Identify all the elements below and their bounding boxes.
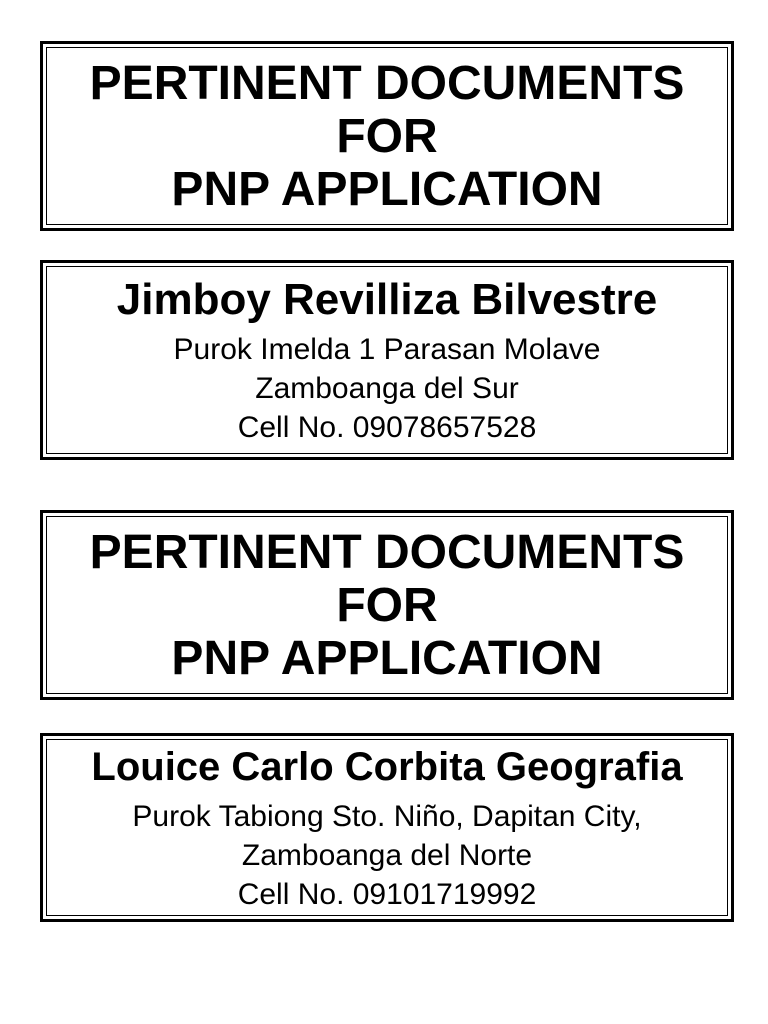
applicant-cell-number: Cell No. 09101719992 [237, 878, 537, 911]
applicant-address-line-2: Zamboanga del Sur [255, 371, 519, 405]
applicant-name: Louice Carlo Corbita Geografia [91, 745, 683, 789]
heading-line-3: PNP APPLICATION [171, 162, 603, 216]
heading-line-1: PERTINENT DOCUMENTS [89, 56, 685, 110]
applicant-cell-number: Cell No. 09078657528 [237, 410, 537, 444]
heading-box-1 [40, 41, 734, 231]
heading-line-3: PNP APPLICATION [171, 631, 603, 685]
applicant-box-1 [40, 260, 734, 460]
applicant-name: Jimboy Revilliza Bilvestre [116, 274, 658, 324]
heading-text-2 [90, 526, 685, 685]
heading-line-2: FOR [336, 109, 438, 163]
heading-text-1 [90, 57, 685, 216]
applicant-address-line-1: Purok Tabiong Sto. Niño, Dapitan City, [132, 800, 642, 833]
applicant-address-line-2: Zamboanga del Norte [241, 839, 533, 872]
heading-line-2: FOR [336, 578, 438, 632]
heading-box-2 [40, 510, 734, 700]
applicant-info-2 [91, 741, 682, 914]
heading-line-1: PERTINENT DOCUMENTS [89, 525, 685, 579]
applicant-box-2 [40, 733, 734, 922]
applicant-address-line-1: Purok Imelda 1 Parasan Molave [173, 332, 601, 366]
applicant-info-1 [117, 274, 657, 447]
